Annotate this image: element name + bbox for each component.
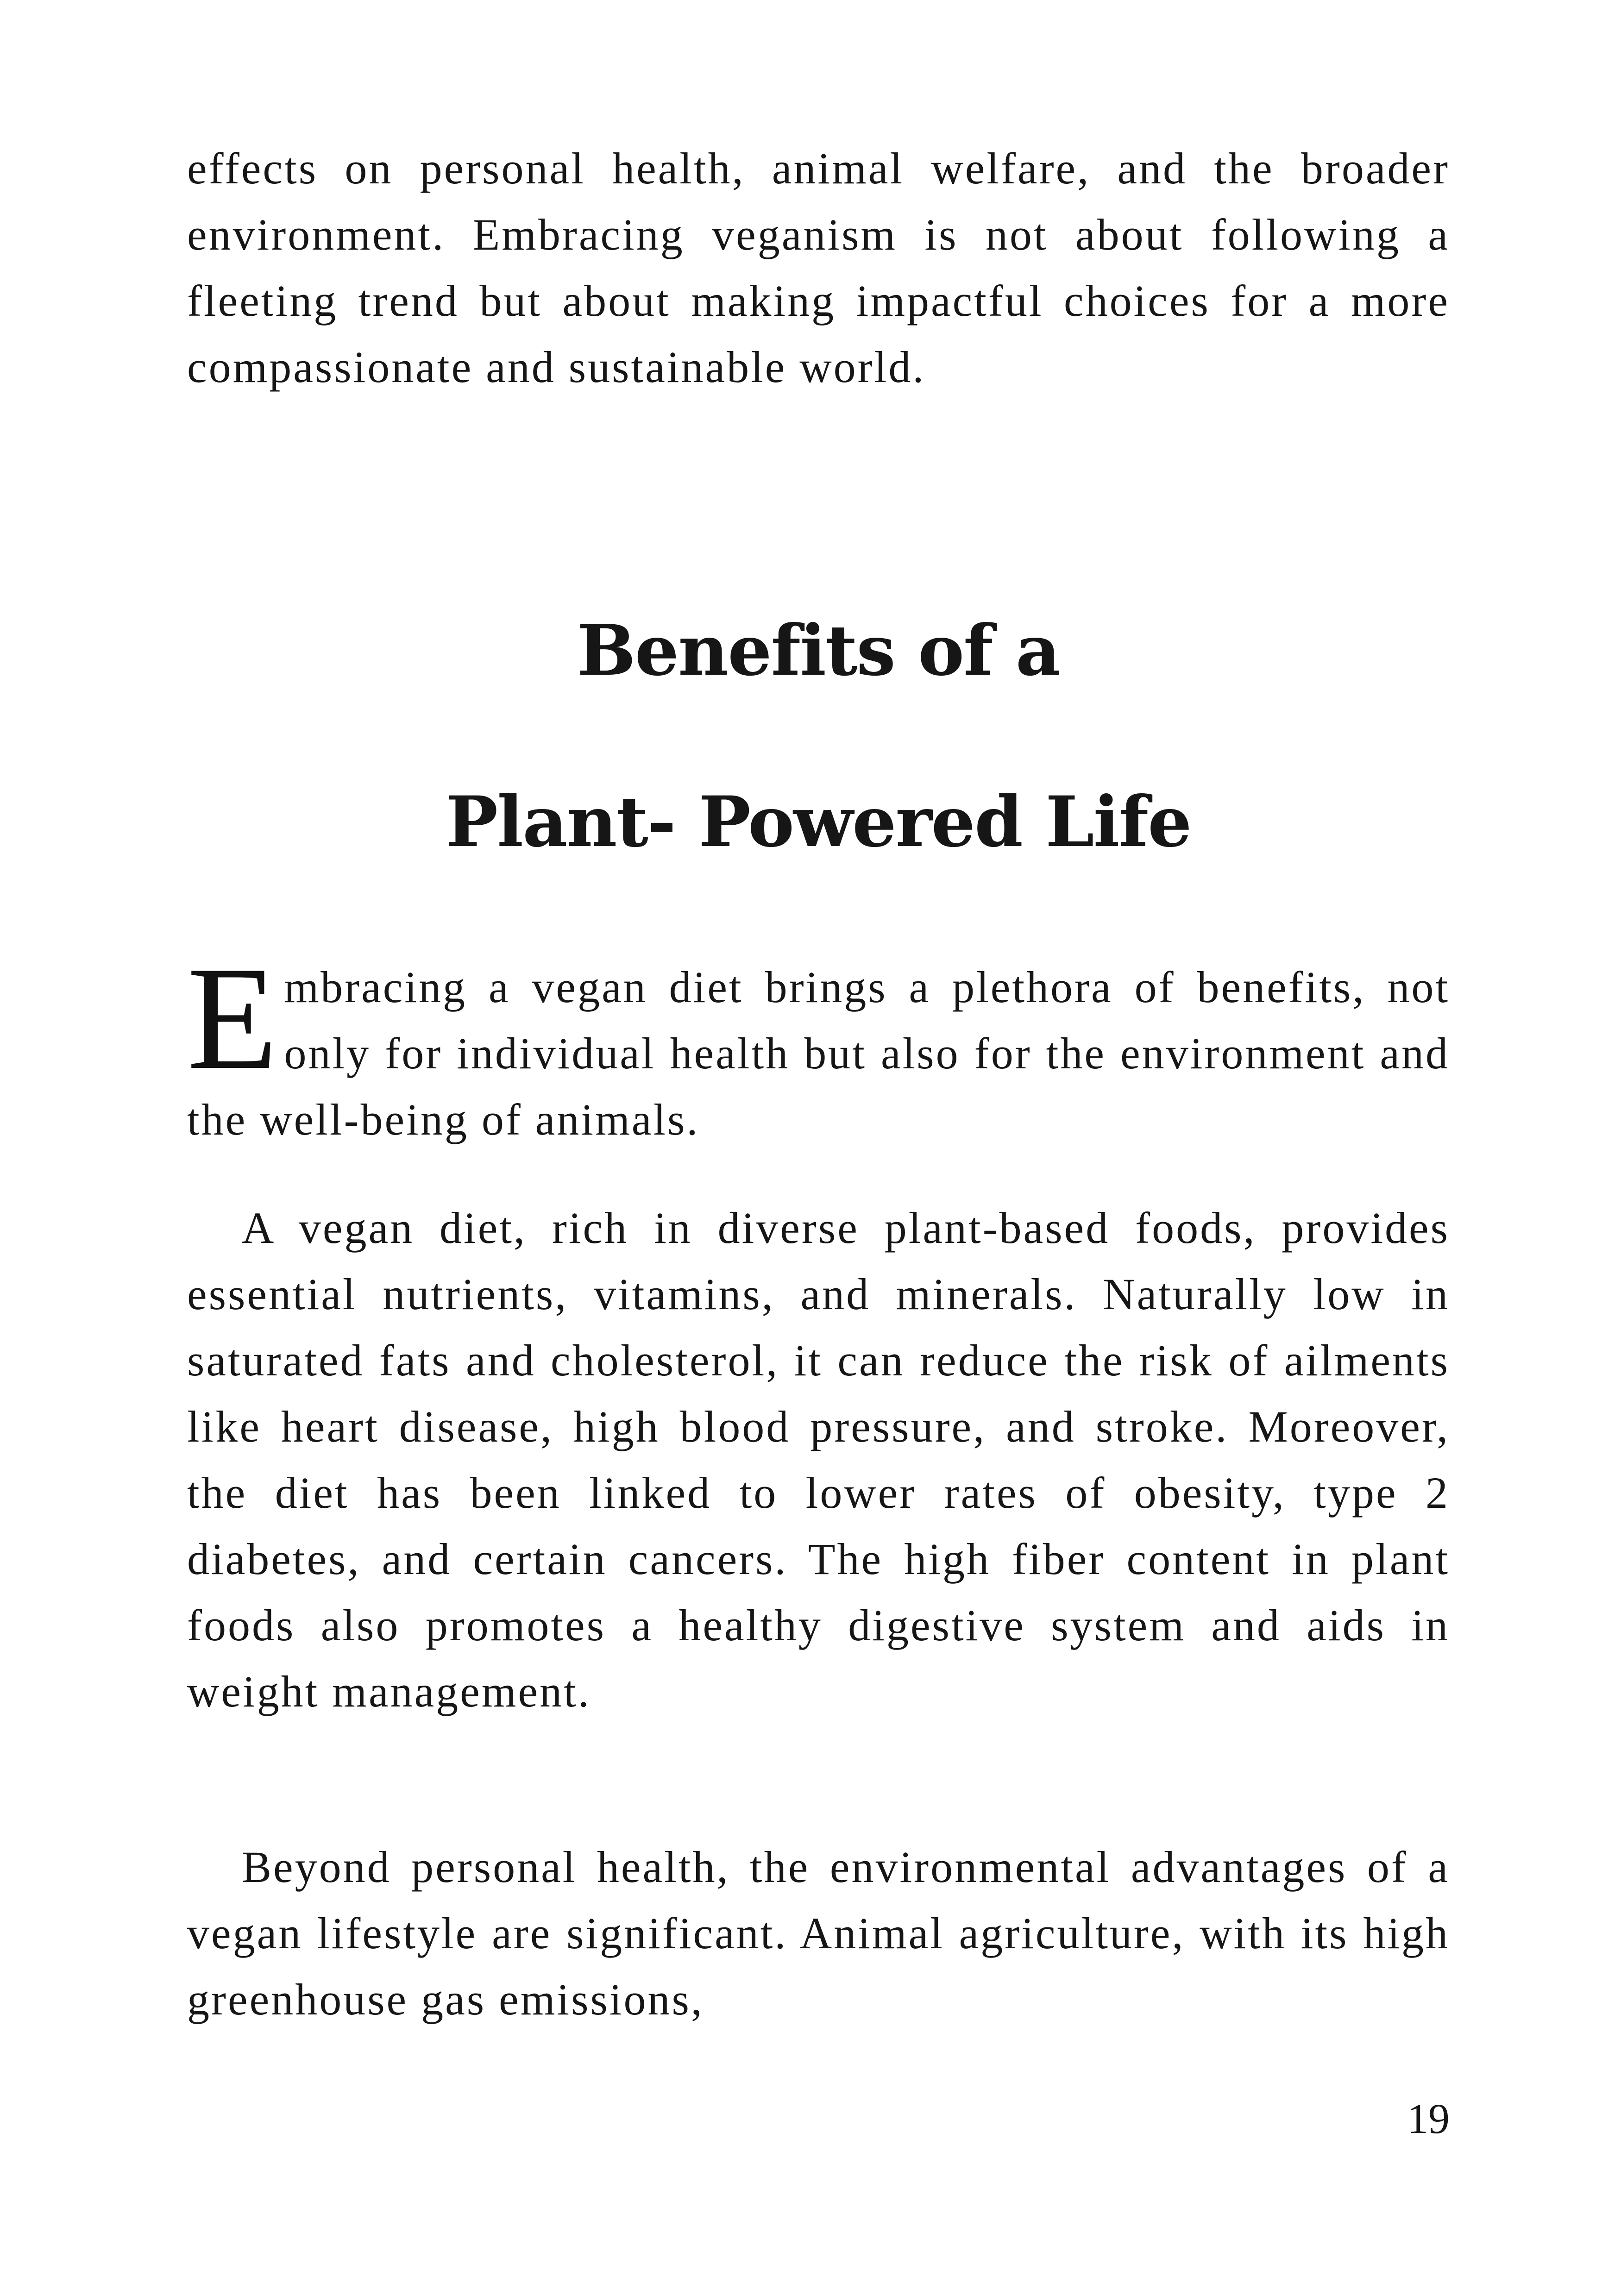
intro-paragraph <box>187 936 1450 1153</box>
page-number: 19 <box>1407 2095 1450 2142</box>
section-heading-line-1: Benefits of a <box>577 610 1060 691</box>
intro-paragraph-text: mbracing a vegan diet brings a plethora of benefits, not only for individual health but also for the environment and the well-being of animals. <box>187 962 1450 1144</box>
body-paragraph: A vegan diet, rich in diverse plant-based foods, provides essential nutrients, vitamins, and minerals. Naturally low in saturated fats and cholesterol, it can reduce the risk of ailments like heart disease, high blood pressure, and stroke. Moreover, the diet has been linked to lower rates of obesity, type 2 diabetes, and certain cancers. The high fiber content in plant foods also promotes a healthy digestive system and aids in weight management. <box>187 1203 1450 1716</box>
continued-paragraph: effects on personal health, animal welfare, and the broader environment. Embracing veganism is not about following a fleeting trend but about making impactful choices for a more compassionate and sustainable world. <box>187 144 1450 392</box>
body-paragraph: Beyond personal health, the environmental advantages of a vegan lifestyle are significant. Animal agriculture, with its high greenhouse gas emissions, <box>187 1842 1450 2024</box>
section-heading-line-2: Plant- Powered Life <box>446 781 1191 863</box>
drop-cap-letter: E <box>187 936 278 1100</box>
